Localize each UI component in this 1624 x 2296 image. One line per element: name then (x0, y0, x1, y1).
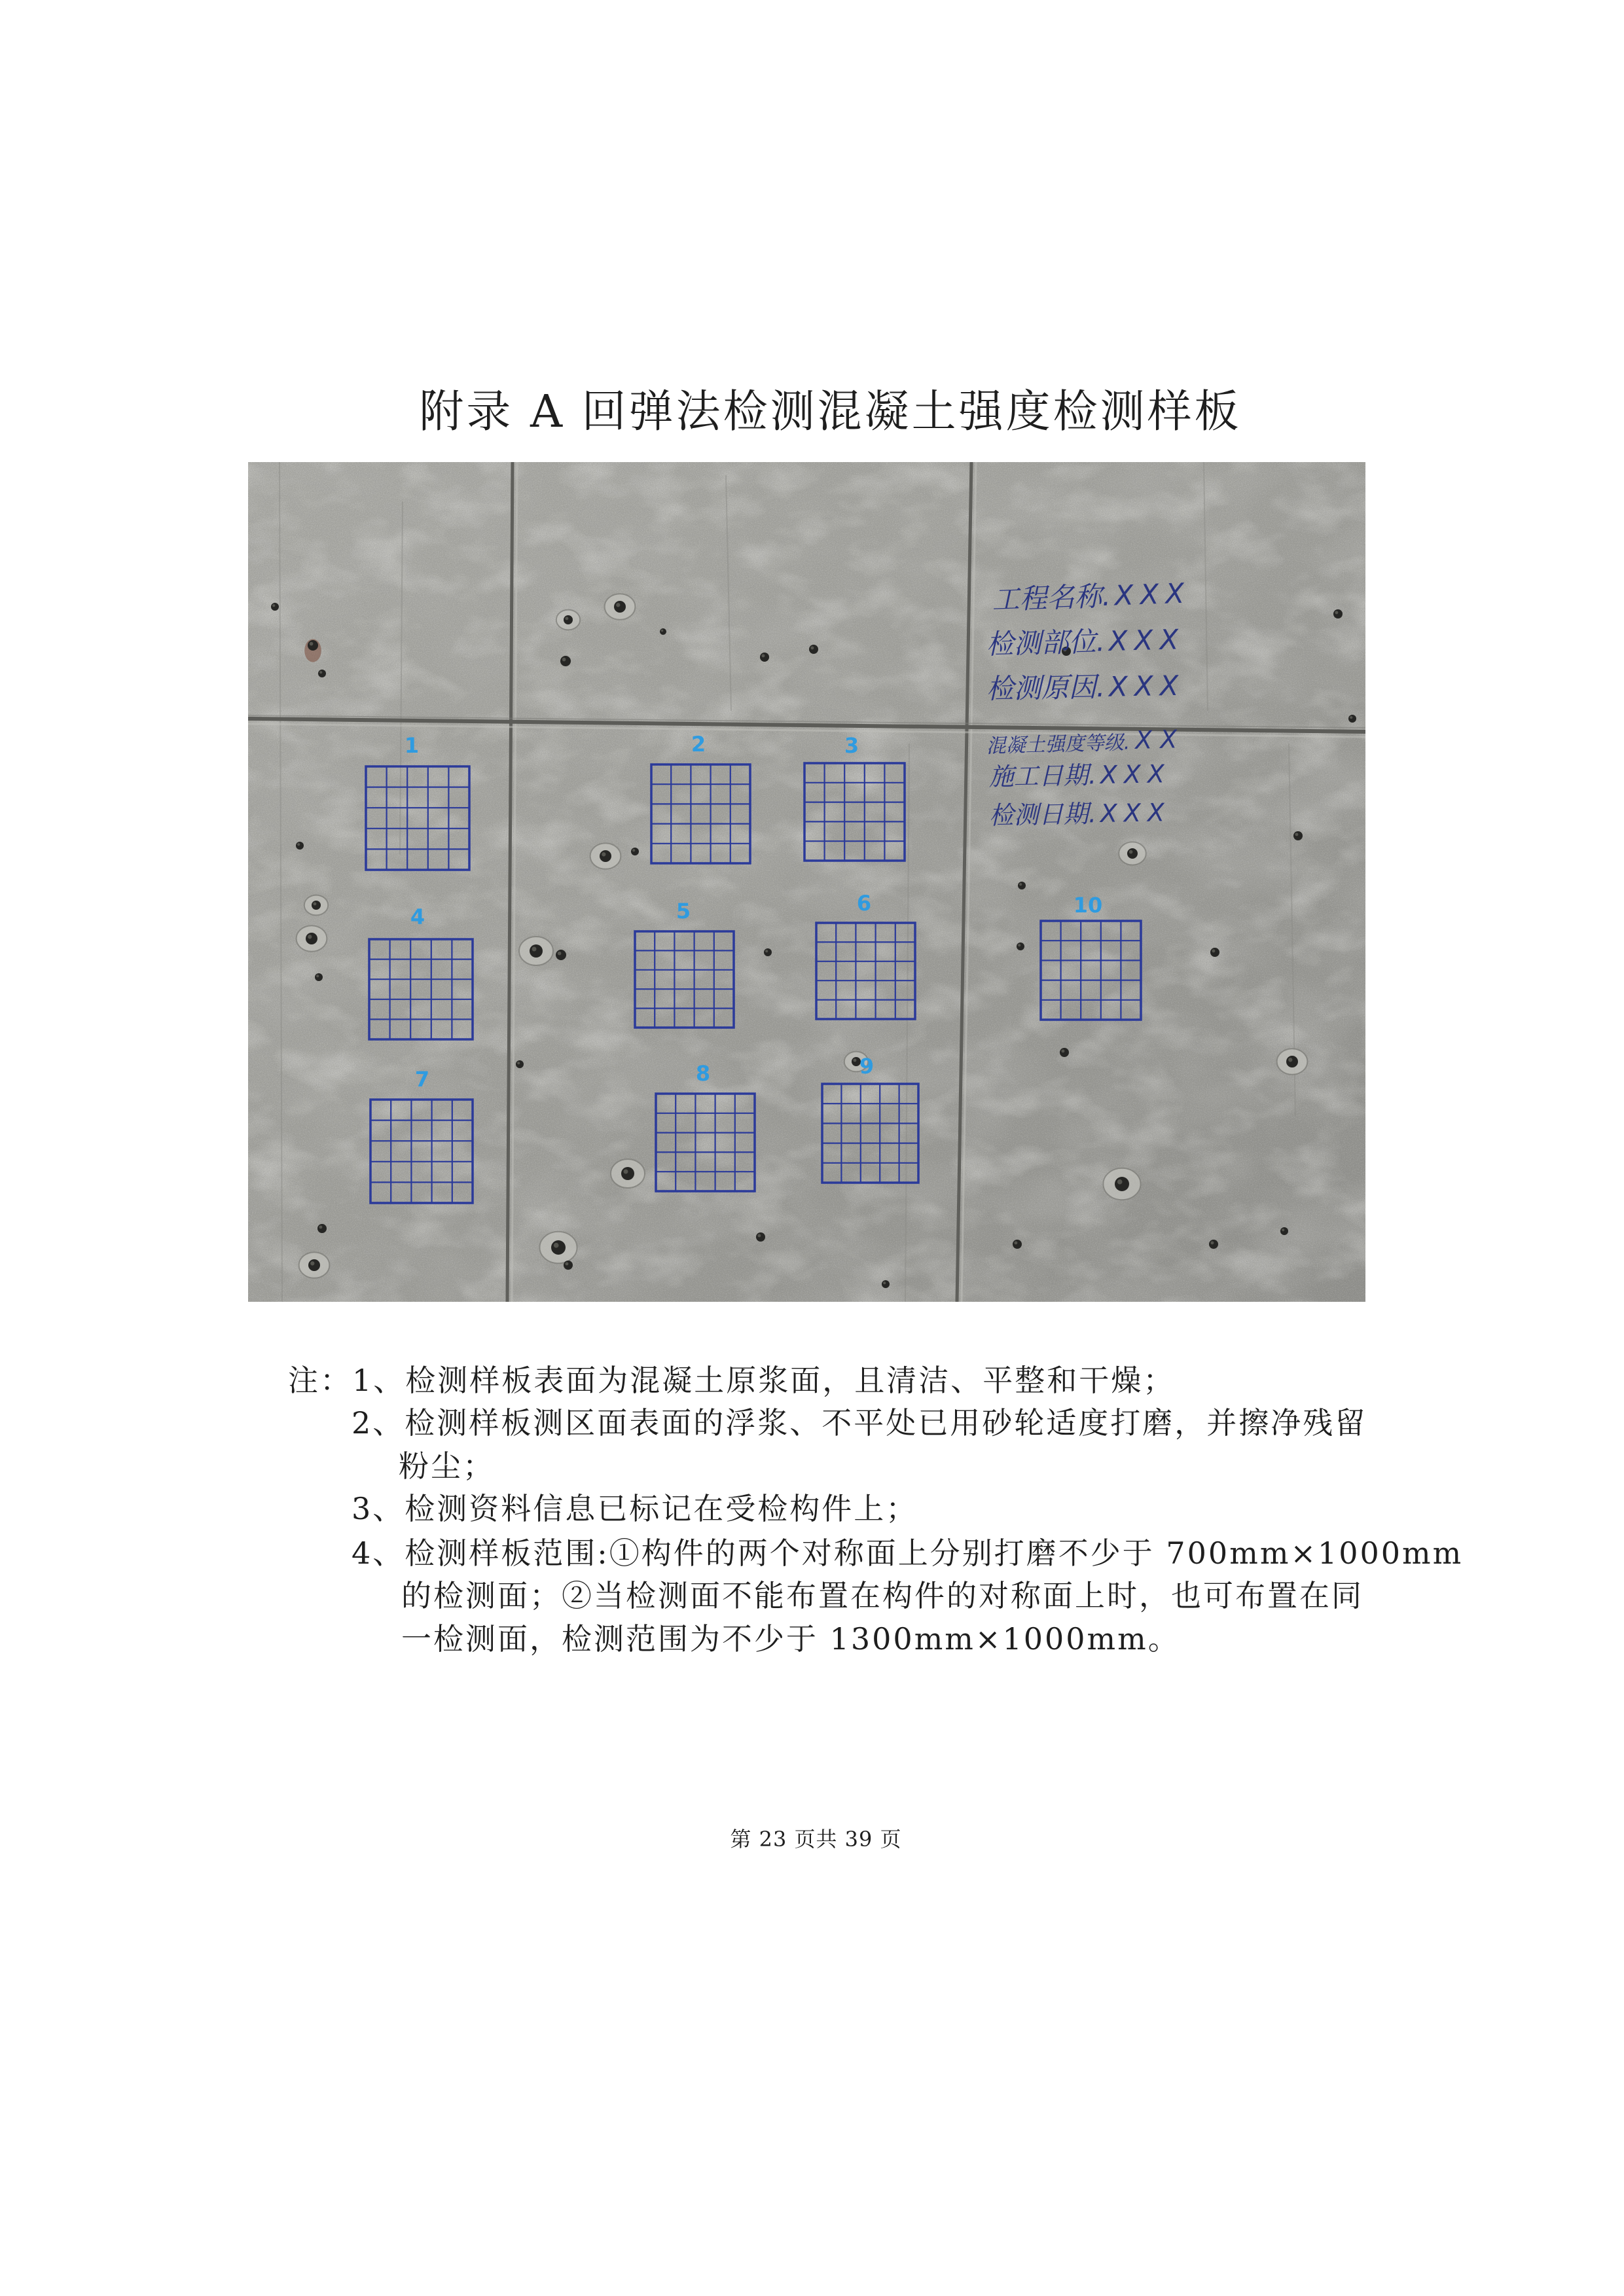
tie-hole (764, 948, 772, 956)
hole-highlight (1129, 850, 1133, 854)
test-zone-label: 9 (859, 1054, 875, 1079)
tie-hole (756, 1232, 765, 1242)
marking-label: 施工日期. (988, 761, 1097, 791)
hole-opening (551, 1240, 566, 1255)
tie-hole (882, 1280, 890, 1288)
marking-value: XXX (1100, 798, 1172, 829)
hole-opening (317, 1224, 327, 1233)
marking-label: 工程名称. (991, 579, 1111, 616)
hole-highlight (319, 1225, 322, 1229)
note-text: 检测样板范围:①构件的两个对称面上分别打磨不少于 700mm×1000mm (405, 1535, 1464, 1571)
tie-hole (1280, 1227, 1288, 1235)
tie-hole (564, 1261, 573, 1270)
appendix-title: 附录 A 回弹法检测混凝土强度检测样板 (419, 386, 1242, 438)
note-number: 4、 (352, 1535, 405, 1571)
hole-highlight (624, 1170, 628, 1174)
note-item-2 (352, 1401, 1367, 1444)
hole-highlight (1288, 1058, 1292, 1062)
tie-hole (1103, 1168, 1140, 1200)
notes-prefix: 注： (288, 1363, 352, 1398)
hole-highlight (1295, 833, 1298, 836)
note-text: 检测资料信息已标记在受检构件上； (405, 1491, 918, 1526)
hole-opening (764, 948, 772, 956)
tie-hole (315, 973, 323, 981)
hole-opening (631, 848, 639, 855)
tie-hole (560, 656, 571, 666)
marking-line (986, 670, 1185, 705)
note-item-4-continued (401, 1574, 1363, 1617)
hole-highlight (562, 658, 566, 662)
hole-opening (1333, 609, 1343, 619)
hole-opening (1018, 882, 1026, 889)
tie-hole (1348, 715, 1356, 723)
hole-highlight (761, 654, 765, 657)
hole-opening (760, 653, 769, 662)
hole-opening (564, 1261, 573, 1270)
tie-hole (304, 639, 321, 662)
tie-hole (1119, 842, 1146, 865)
hole-opening (1209, 1240, 1218, 1249)
hole-opening (530, 944, 543, 958)
hole-opening (614, 601, 626, 613)
hole-highlight (565, 1262, 568, 1265)
marking-label: 混凝土强度等级. (986, 731, 1130, 758)
hole-opening (315, 973, 323, 981)
hole-opening (809, 645, 818, 654)
note-number: 2、 (352, 1405, 405, 1441)
hole-highlight (810, 646, 814, 649)
note-item-4 (352, 1532, 1463, 1575)
hole-highlight (853, 1058, 856, 1062)
note-text: 检测样板表面为混凝土原浆面，且清洁、平整和干燥； (405, 1363, 1176, 1398)
note-text: 的检测面；②当检测面不能布置在构件的对称面上时，也可布置在同 (401, 1578, 1363, 1613)
hole-opening (1060, 1048, 1069, 1057)
concrete-wall-photo (248, 462, 1365, 1302)
test-zone-label: 2 (691, 732, 706, 757)
test-zone-label: 3 (844, 733, 859, 758)
hole-opening (1013, 1240, 1022, 1249)
hole-highlight (1350, 716, 1352, 719)
marking-value: XXX (1100, 759, 1172, 790)
marking-line (986, 623, 1185, 660)
hole-opening (296, 842, 304, 850)
tie-hole (1293, 831, 1303, 840)
hole-highlight (1117, 1179, 1123, 1185)
tie-hole (296, 842, 304, 850)
tie-hole (1017, 942, 1024, 950)
hole-highlight (1212, 949, 1215, 952)
hole-highlight (517, 1062, 520, 1064)
marking-value: XX (1134, 725, 1185, 755)
tie-hole (318, 670, 326, 677)
note-text: 检测样板测区面表面的浮浆、不平处已用砂轮适度打磨，并擦净残留 (405, 1405, 1367, 1441)
hole-highlight (632, 849, 635, 852)
hole-opening (312, 901, 321, 910)
hole-highlight (602, 852, 605, 856)
hole-highlight (308, 935, 312, 939)
hole-opening (318, 670, 326, 677)
hole-highlight (757, 1234, 761, 1237)
tie-hole (760, 653, 769, 662)
hole-highlight (532, 947, 537, 952)
hole-highlight (1019, 883, 1022, 886)
photo-frame (248, 462, 1365, 1302)
tie-hole (1018, 882, 1026, 889)
hole-opening (308, 1259, 320, 1271)
tie-hole (1013, 1240, 1022, 1249)
hole-highlight (1018, 944, 1020, 946)
hole-highlight (1335, 611, 1338, 614)
tie-hole (1210, 948, 1219, 957)
hole-highlight (558, 952, 562, 956)
hole-opening (600, 850, 611, 862)
test-zone-label: 8 (695, 1061, 711, 1086)
hole-opening (756, 1232, 765, 1242)
tie-hole (590, 843, 621, 869)
tie-hole (660, 628, 666, 635)
hole-highlight (661, 630, 664, 632)
hole-highlight (765, 950, 768, 952)
hole-opening (1127, 848, 1138, 859)
hole-opening (1115, 1177, 1129, 1191)
hole-opening (306, 933, 317, 944)
note-item-4-continued (401, 1617, 1180, 1660)
tie-hole (304, 895, 328, 916)
test-zone-label: 4 (410, 905, 425, 929)
hole-opening (882, 1280, 890, 1288)
tie-hole (516, 1060, 524, 1068)
hole-opening (516, 1060, 524, 1068)
hole-opening (1286, 1056, 1298, 1067)
page-footer: 第 23 页共 39 页 (730, 1827, 902, 1852)
note-text: 粉尘； (399, 1448, 495, 1484)
hole-opening (560, 656, 571, 666)
marking-label: 检测日期. (988, 799, 1097, 830)
tie-hole (519, 937, 553, 965)
hole-highlight (272, 604, 275, 607)
note-number: 1、 (352, 1363, 406, 1398)
marking-line (988, 759, 1171, 791)
hole-highlight (319, 671, 322, 673)
hole-opening (564, 615, 573, 624)
hole-opening (308, 640, 318, 651)
tie-hole (271, 603, 279, 611)
tie-hole (631, 848, 639, 855)
test-zone-label: 1 (404, 733, 420, 758)
note-item-3 (352, 1487, 918, 1530)
hole-opening (621, 1167, 634, 1180)
hole-highlight (297, 843, 300, 846)
tie-hole (299, 1252, 330, 1278)
test-zone-label: 6 (856, 891, 872, 916)
tie-hole (1209, 1240, 1218, 1249)
hole-highlight (1210, 1241, 1214, 1244)
note-item-2-continued (399, 1444, 495, 1488)
hole-highlight (1014, 1241, 1017, 1244)
tie-hole (611, 1159, 645, 1188)
hole-highlight (554, 1243, 559, 1248)
test-zone-label: 5 (676, 899, 691, 924)
hole-highlight (883, 1282, 886, 1284)
hole-highlight (1282, 1229, 1284, 1231)
tie-hole (1333, 609, 1343, 619)
marking-value: XXX (1108, 669, 1185, 703)
hole-highlight (310, 1261, 314, 1265)
hole-highlight (313, 902, 316, 905)
marking-label: 检测部位. (985, 625, 1106, 660)
hole-opening (271, 603, 279, 611)
wall-grain-light (248, 462, 1365, 1302)
hole-opening (1017, 942, 1024, 950)
marking-value: XXX (1113, 577, 1191, 612)
tie-hole (605, 594, 636, 620)
marking-label: 检测原因. (986, 670, 1106, 705)
marking-line (988, 798, 1171, 830)
note-item-1 (288, 1359, 1175, 1402)
hole-opening (556, 950, 566, 960)
test-zone-label: 10 (1073, 893, 1103, 918)
test-zone-label: 7 (414, 1067, 430, 1092)
notes (0, 1359, 1624, 1666)
hole-opening (1293, 831, 1303, 840)
hole-opening (660, 628, 666, 635)
hole-highlight (310, 642, 314, 646)
tie-hole (556, 950, 566, 960)
tie-hole (1277, 1049, 1308, 1075)
marking-value: XXX (1108, 623, 1185, 658)
note-number: 3、 (352, 1491, 405, 1526)
hole-highlight (316, 975, 319, 977)
hole-opening (1280, 1227, 1288, 1235)
hole-highlight (616, 603, 620, 607)
tie-hole (297, 925, 327, 952)
hole-opening (1210, 948, 1219, 957)
tie-hole (556, 610, 580, 630)
hole-highlight (1061, 1049, 1064, 1052)
tie-hole (539, 1232, 577, 1263)
tie-hole (809, 645, 818, 654)
tie-hole (1060, 1048, 1069, 1057)
hole-opening (1348, 715, 1356, 723)
tie-hole (317, 1224, 327, 1233)
note-text: 一检测面，检测范围为不少于 1300mm×1000mm。 (401, 1621, 1180, 1657)
hole-highlight (565, 617, 568, 620)
